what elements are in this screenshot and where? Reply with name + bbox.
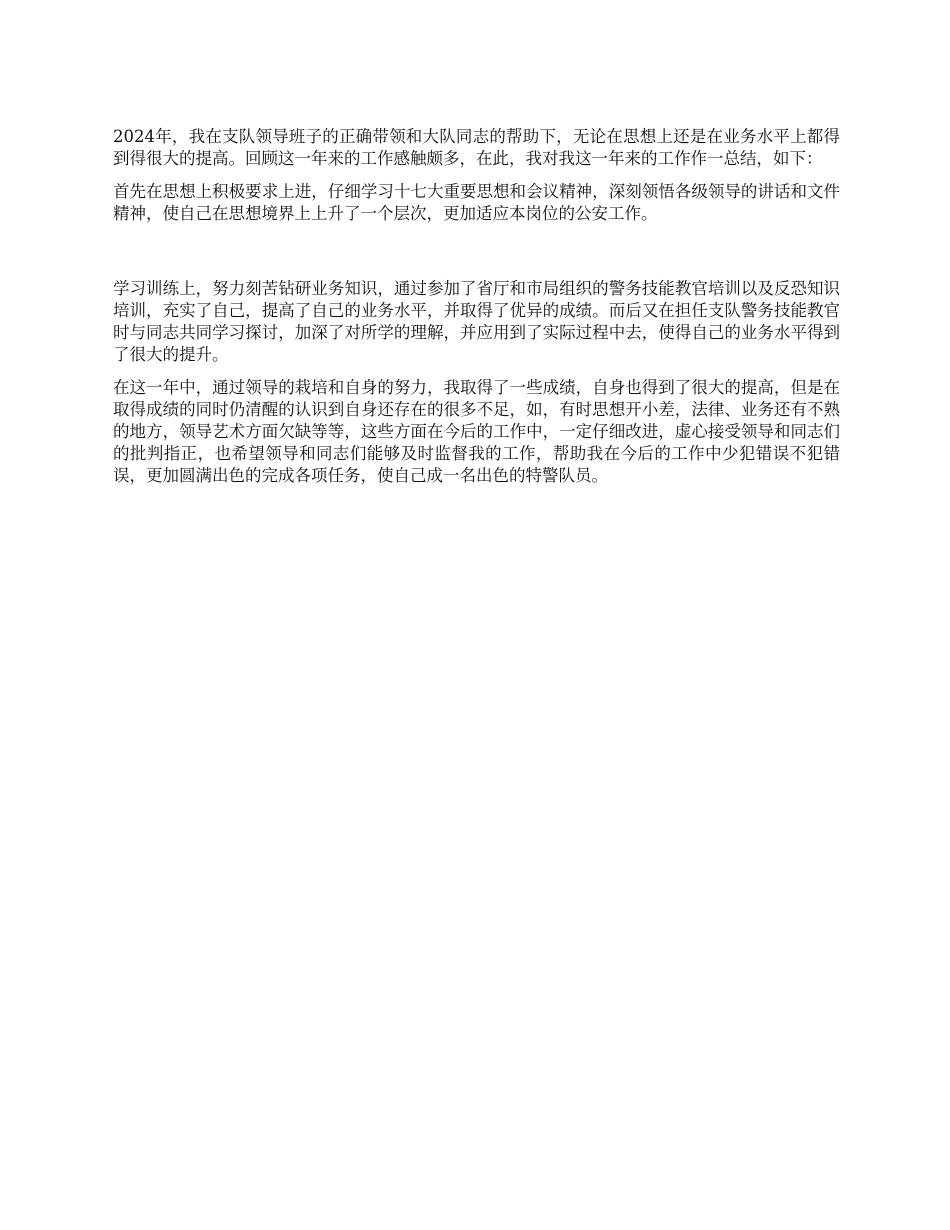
paragraph-intro: 2024年，我在支队领导班子的正确带领和大队同志的帮助下，无论在思想上还是在业务水平上都得到得很大的提高。回顾这一年来的工作感触颇多，在此，我对我这一年来的工作作一总结，如下： bbox=[113, 127, 840, 168]
paragraph-summary: 在这一年中，通过领导的栽培和自身的努力，我取得了一些成绩，自身也得到了很大的提高，但是在取得成绩的同时仍清醒的认识到自身还存在的很多不足，如，有时思想开小差，法律、业务还有不熟的地方，领导艺术方面欠缺等等，这些方面在今后的工作中，一定仔细改进，虚心接受领导和同志们的批判指正，也希望领导和同志们能够及时监督我的工作，帮助我在今后的工作中少犯错误不犯错误，更加圆满出色的完成各项任务，使自己成一名出色的特警队员。 bbox=[113, 378, 840, 485]
paragraph-training: 学习训练上，努力刻苦钻研业务知识，通过参加了省厅和市局组织的警务技能教官培训以及反恐知识培训，充实了自己，提高了自己的业务水平，并取得了优异的成绩。而后又在担任支队警务技能教官时与同志共同学习探讨，加深了对所学的理解，并应用到了实际过程中去，使得自己的业务水平得到了很大的提升。 bbox=[113, 279, 840, 364]
paragraph-ideology: 首先在思想上积极要求上进，仔细学习十七大重要思想和会议精神，深刻领悟各级领导的讲话和文件精神，使自己在思想境界上上升了一个层次，更加适应本岗位的公安工作。 bbox=[113, 182, 840, 223]
document-body bbox=[113, 126, 840, 498]
